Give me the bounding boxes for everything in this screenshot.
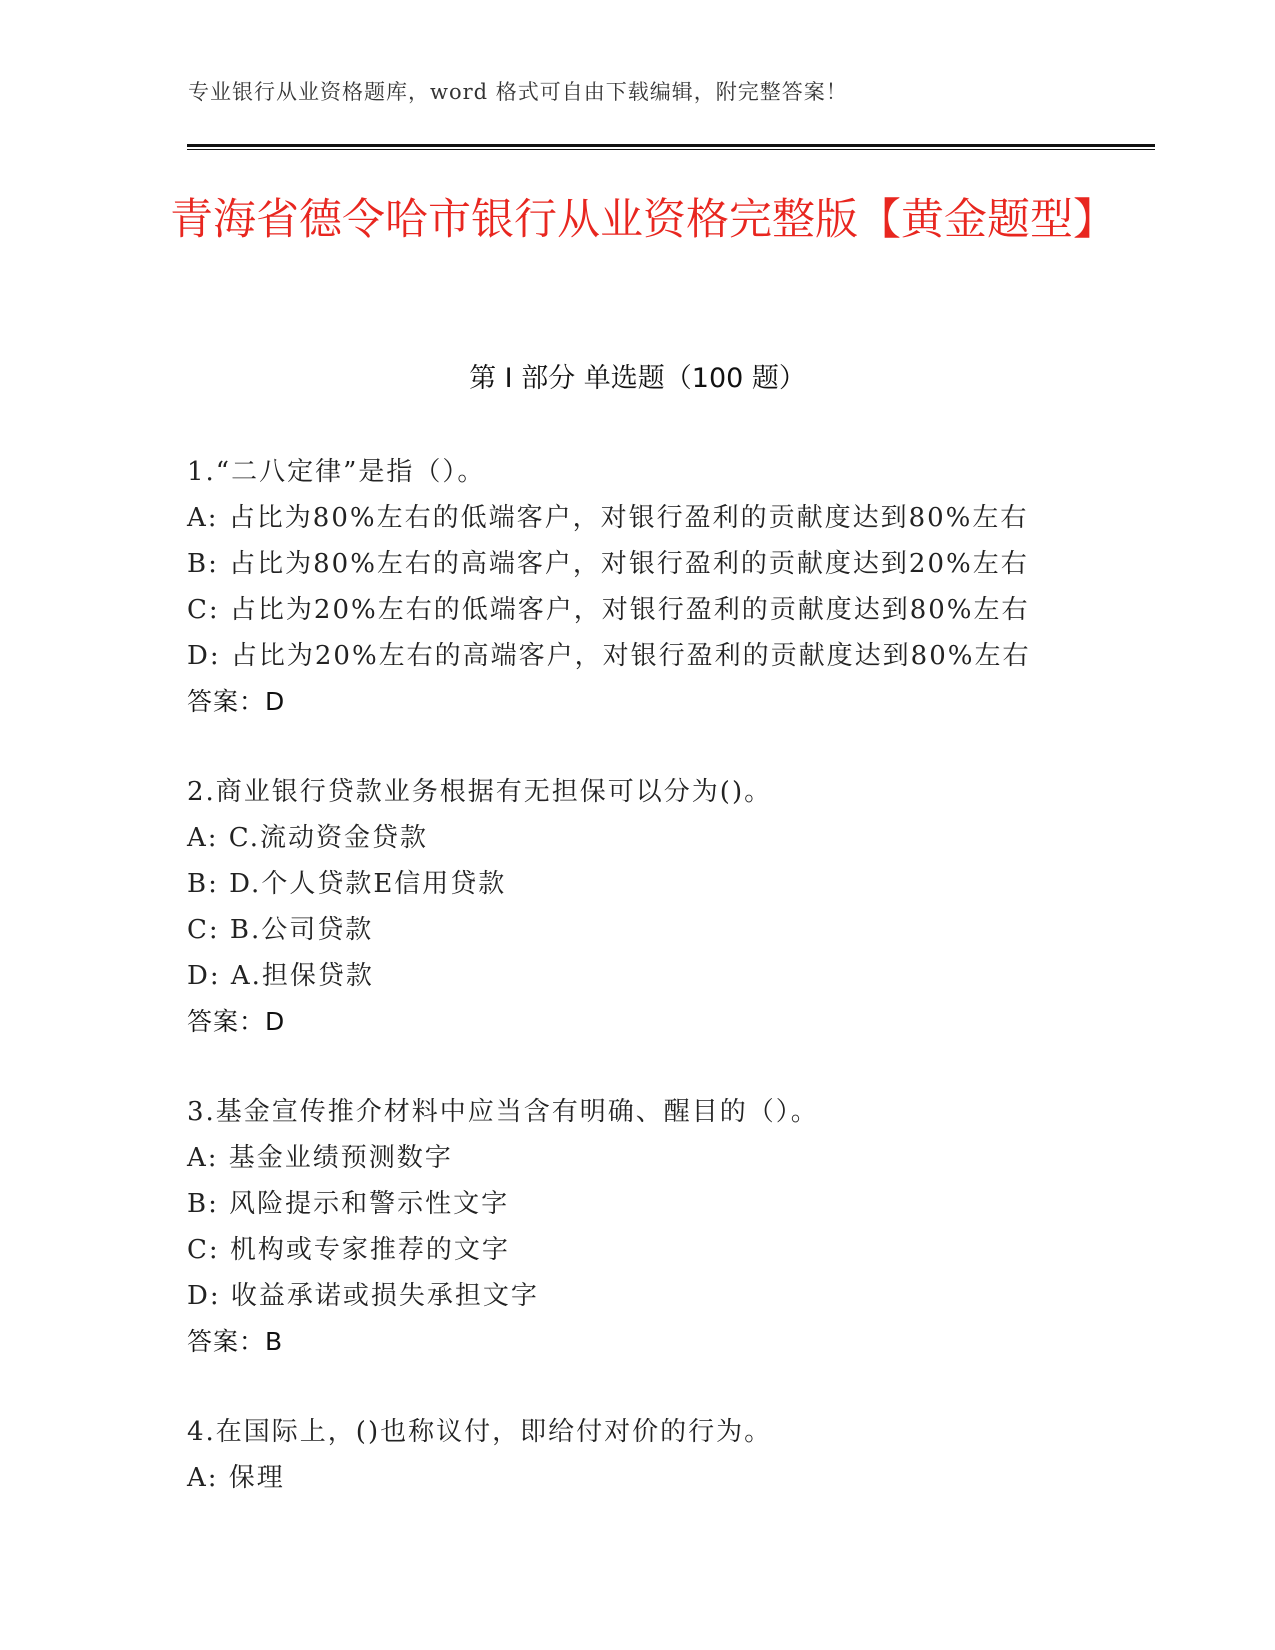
option-c: C: 机构或专家推荐的文字 <box>187 1235 510 1265</box>
option-d: D: 占比为20%左右的高端客户，对银行盈利的贡献度达到80%左右 <box>187 641 1031 671</box>
option-a: A: 占比为80%左右的低端客户，对银行盈利的贡献度达到80%左右 <box>187 503 1029 533</box>
option-d: D: A.担保贷款 <box>187 961 374 991</box>
option-c: C: 占比为20%左右的低端客户，对银行盈利的贡献度达到80%左右 <box>187 595 1030 625</box>
option-b: B: D.个人贷款E信用贷款 <box>187 869 507 899</box>
question-1 <box>187 449 1087 725</box>
question-stem: 4.在国际上，()也称议付，即给付对价的行为。 <box>187 1417 773 1447</box>
option-d: D: 收益承诺或损失承担文字 <box>187 1281 539 1311</box>
question-2 <box>187 769 1087 1045</box>
option-a: A: 基金业绩预测数字 <box>187 1143 453 1173</box>
option-b: B: 风险提示和警示性文字 <box>187 1189 510 1219</box>
header-note: 专业银行从业资格题库，word 格式可自由下载编辑，附完整答案！ <box>188 80 848 104</box>
option-a: A: 保理 <box>187 1463 285 1493</box>
answer: 答案：D <box>187 1007 286 1036</box>
question-4 <box>187 1409 1087 1501</box>
question-3 <box>187 1089 1087 1365</box>
answer: 答案：D <box>187 687 286 716</box>
option-b: B: 占比为80%左右的高端客户，对银行盈利的贡献度达到20%左右 <box>187 549 1029 579</box>
question-list <box>187 449 1087 1545</box>
question-stem: 2.商业银行贷款业务根据有无担保可以分为()。 <box>187 777 773 807</box>
option-c: C: B.公司贷款 <box>187 915 374 945</box>
question-stem: 3.基金宣传推介材料中应当含有明确、醒目的（）。 <box>187 1097 819 1127</box>
section-heading: 第 I 部分 单选题（100 题） <box>469 363 806 394</box>
header-divider-thick <box>187 144 1155 147</box>
header-divider-thin <box>187 149 1155 150</box>
question-stem: 1.“二八定律”是指（）。 <box>187 457 486 487</box>
option-a: A: C.流动资金贷款 <box>187 823 429 853</box>
answer: 答案：B <box>187 1327 284 1356</box>
document-title: 青海省德令哈市银行从业资格完整版【黄金题型】 <box>170 195 1116 245</box>
